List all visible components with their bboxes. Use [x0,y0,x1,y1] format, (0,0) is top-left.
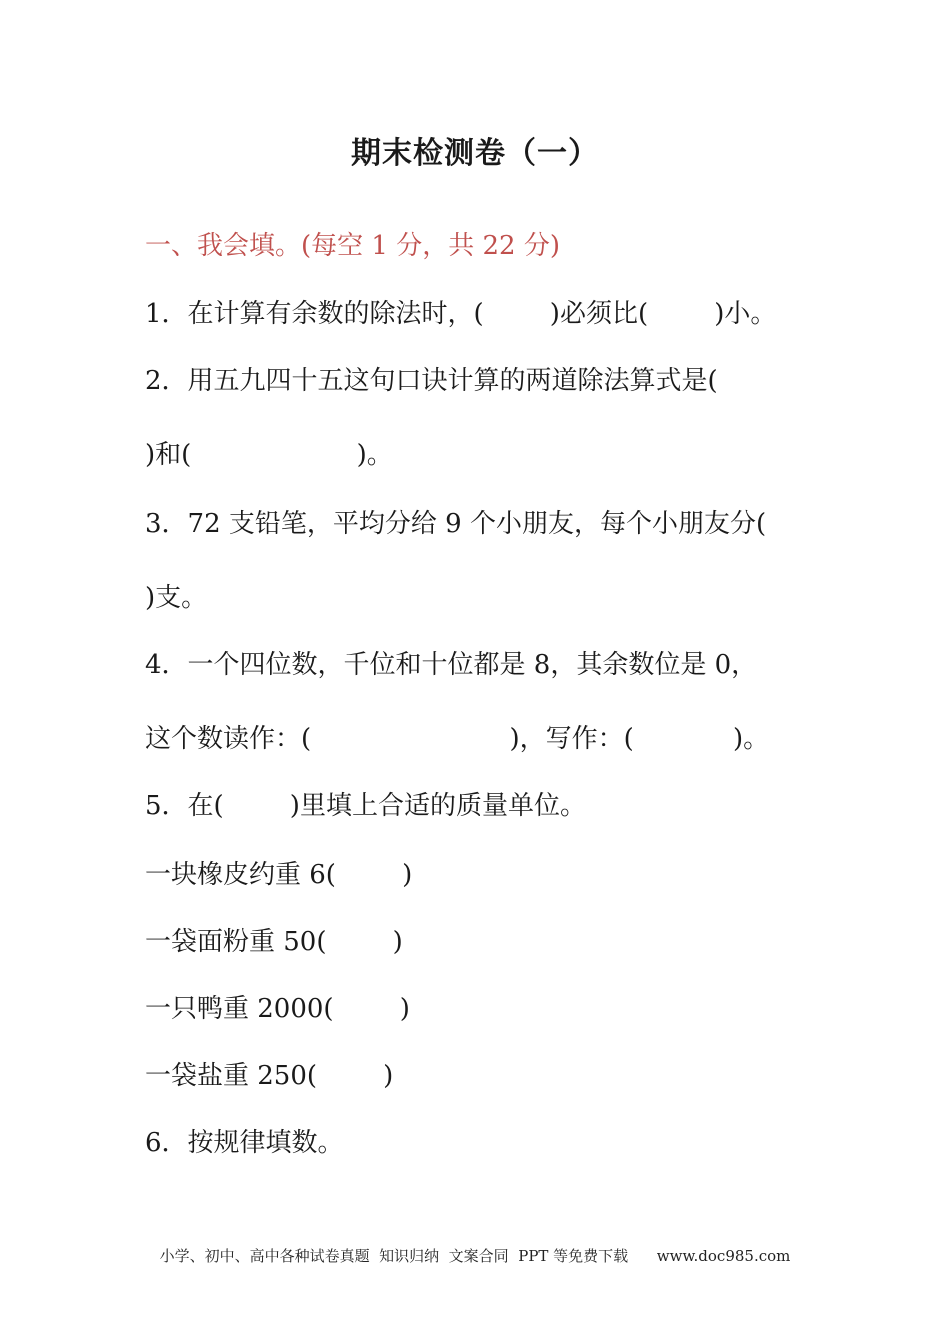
question-6: 6．按规律填数。 [145,1128,344,1158]
question-5-item: 一袋面粉重 50( ) [145,927,403,957]
question-5-item: 一块橡皮约重 6( ) [145,860,413,890]
page-title: 期末检测卷（一） [351,136,599,171]
question-4: 4．一个四位数，千位和十位都是 8，其余数位是 0， [145,650,758,680]
question-5-item: 一袋盐重 250( ) [145,1061,394,1091]
section-heading: 一、我会填。(每空 1 分，共 22 分) [145,231,560,261]
question-3-continued: )支。 [145,583,208,613]
question-5-item: 一只鸭重 2000( ) [145,994,410,1024]
question-3: 3．72 支铅笔，平均分给 9 个小朋友，每个小朋友分( [145,509,767,539]
question-2: 2．用五九四十五这句口诀计算的两道除法算式是( [145,366,718,396]
question-1: 1．在计算有余数的除法时，( )必须比( )小。 [145,299,777,329]
question-4-continued: 这个数读作：( )，写作：( )。 [145,724,770,754]
page-footer: 小学、初中、高中各种试卷真题 知识归纳 文案合同 PPT 等免费下载 www.doc985.com [159,1247,791,1265]
question-2-continued: )和( )。 [145,440,393,470]
question-5: 5．在( )里填上合适的质量单位。 [145,791,586,821]
